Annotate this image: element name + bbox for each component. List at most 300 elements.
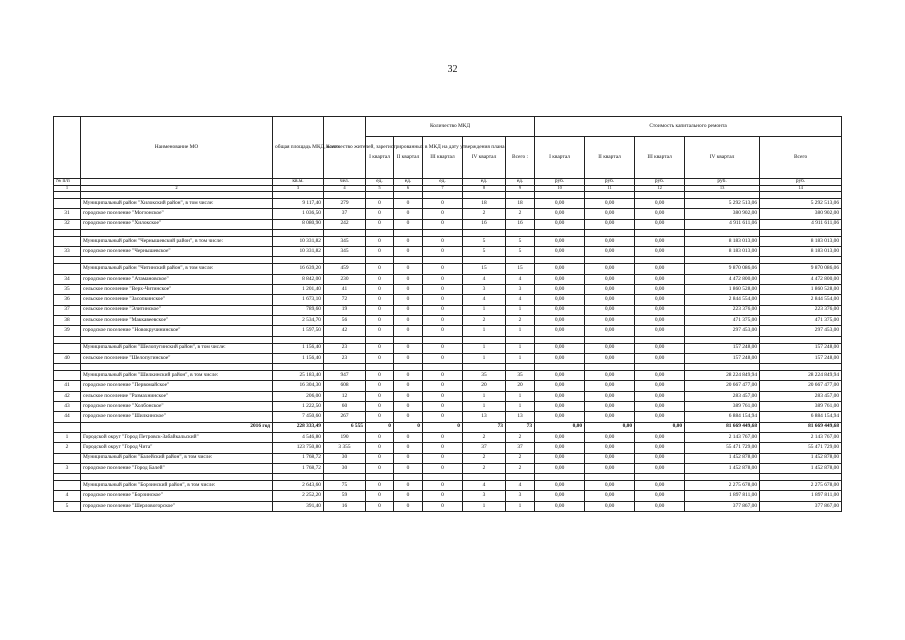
row-mkd-total: 1 <box>506 326 535 336</box>
row-cost-q2: 0,00 <box>585 443 635 453</box>
row-name: Муниципальный район "Балейский район", в том числе: <box>81 453 273 463</box>
spacer-cell <box>394 364 423 371</box>
row-mkd-q2: 0 <box>394 264 423 274</box>
row-residents: 30 <box>324 463 366 473</box>
row-cost-q1: 0,00 <box>535 381 585 391</box>
row-name: Муниципальный район "Шилкинский район", в том числе: <box>81 371 273 381</box>
row-mkd-total: 13 <box>506 412 535 422</box>
row-area: 8 080,90 <box>273 219 324 229</box>
spacer-cell <box>463 229 506 236</box>
row-cost-q3: 0,00 <box>635 285 685 295</box>
row-mkd-q4: 2 <box>463 209 506 219</box>
row-mkd-q2: 0 <box>394 443 423 453</box>
row-cost-q3: 0,00 <box>635 432 685 442</box>
row-mkd-total: 1 <box>506 501 535 511</box>
header-q2: II квартал <box>394 137 423 179</box>
row-cost-q4: 2 143 767,00 <box>685 432 760 442</box>
row-mkd-q4: 4 <box>463 481 506 491</box>
row-name: городское поселение "Могзонское" <box>81 209 273 219</box>
header-cost-total: Всего <box>760 137 842 179</box>
row-cost-q3: 0,00 <box>635 453 685 463</box>
row-number: 35 <box>54 285 81 295</box>
row-cost-q3: 0,00 <box>635 274 685 284</box>
row-cost-q2: 0,00 <box>585 315 635 325</box>
row-mkd-q3: 0 <box>423 491 463 501</box>
row-cost-q2: 0,00 <box>585 481 635 491</box>
spacer-cell <box>54 336 81 343</box>
row-area: 789,60 <box>273 305 324 315</box>
row-area: 10 331,82 <box>273 236 324 246</box>
row-mkd-q2: 0 <box>394 295 423 305</box>
row-cost-q3: 0,00 <box>635 343 685 353</box>
row-mkd-q3: 0 <box>423 463 463 473</box>
row-mkd-q4: 20 <box>463 381 506 391</box>
row-cost-q3: 0,00 <box>635 481 685 491</box>
row-name: городское поселение "Шилкинское" <box>81 412 273 422</box>
row-mkd-q3: 0 <box>423 453 463 463</box>
table-row <box>54 236 842 246</box>
row-mkd-total: 3 <box>506 491 535 501</box>
row-mkd-q3: 0 <box>423 501 463 511</box>
spacer-cell <box>585 192 635 199</box>
unit-cell: чел. <box>324 179 366 186</box>
spacer-cell <box>535 364 585 371</box>
row-mkd-q1: 0 <box>366 481 394 491</box>
spacer-cell <box>635 257 685 264</box>
row-mkd-q1: 0 <box>366 353 394 363</box>
row-cost-q1: 0,00 <box>535 443 585 453</box>
row-mkd-q1: 0 <box>366 371 394 381</box>
row-area: 1 036,50 <box>273 209 324 219</box>
row-mkd-q1: 0 <box>366 315 394 325</box>
row-cost-q4: 157 248,00 <box>685 353 760 363</box>
spacer-row <box>54 257 842 264</box>
row-cost-q1: 0,00 <box>535 463 585 473</box>
row-mkd-q1: 0 <box>366 326 394 336</box>
row-mkd-total: 2 <box>506 432 535 442</box>
header-cost-q3: III квартал <box>635 137 685 179</box>
row-cost-q2: 0,00 <box>585 501 635 511</box>
row-name: сельское поселение "Верх-Читинское" <box>81 285 273 295</box>
spacer-cell <box>760 257 842 264</box>
row-mkd-q4: 2 <box>463 315 506 325</box>
row-name: городское поселение "Борзинское" <box>81 491 273 501</box>
row-mkd-q3: 0 <box>423 295 463 305</box>
row-cost-q3: 0,00 <box>635 209 685 219</box>
table-row <box>54 219 842 229</box>
row-mkd-q3: 0 <box>423 353 463 363</box>
row-cost-q4: 6 884 154,94 <box>685 412 760 422</box>
row-name: городское поселение "Атамановское" <box>81 274 273 284</box>
row-area: 1 156,40 <box>273 343 324 353</box>
spacer-cell <box>423 364 463 371</box>
table-row <box>54 481 842 491</box>
unit-cell: руб. <box>535 179 585 186</box>
unit-cell: ед. <box>463 179 506 186</box>
row-area: 1 768,72 <box>273 453 324 463</box>
table-row <box>54 381 842 391</box>
row-mkd-q3: 0 <box>423 274 463 284</box>
row-cost-q3: 0,00 <box>635 371 685 381</box>
row-cost-q2: 0,00 <box>585 343 635 353</box>
row-cost-q1: 0,00 <box>535 247 585 257</box>
row-residents: 6 555 <box>324 422 366 432</box>
row-mkd-q3: 0 <box>423 443 463 453</box>
index-cell: 12 <box>635 186 685 192</box>
table-row <box>54 443 842 453</box>
row-number: 40 <box>54 353 81 363</box>
row-cost-q1: 0,00 <box>535 402 585 412</box>
row-cost-q1: 0,00 <box>535 391 585 401</box>
row-name: 2016 год <box>81 422 273 432</box>
row-cost-total: 28 224 849,94 <box>760 371 842 381</box>
row-cost-q4: 380 902,00 <box>685 209 760 219</box>
row-mkd-q2: 0 <box>394 274 423 284</box>
index-cell: 8 <box>463 186 506 192</box>
row-number: 39 <box>54 326 81 336</box>
row-residents: 60 <box>324 402 366 412</box>
row-number <box>54 236 81 246</box>
row-cost-q4: 1 452 878,00 <box>685 453 760 463</box>
row-area: 9 117,40 <box>273 199 324 209</box>
row-cost-q4: 283 457,00 <box>685 391 760 401</box>
table-row <box>54 285 842 295</box>
table-row <box>54 453 842 463</box>
row-mkd-q2: 0 <box>394 463 423 473</box>
row-mkd-q2: 0 <box>394 305 423 315</box>
row-mkd-total: 37 <box>506 443 535 453</box>
row-mkd-q4: 35 <box>463 371 506 381</box>
row-residents: 16 <box>324 501 366 511</box>
unit-cell: руб. <box>685 179 760 186</box>
row-cost-q2: 0,00 <box>585 295 635 305</box>
row-number: 37 <box>54 305 81 315</box>
spacer-cell <box>585 474 635 481</box>
spacer-cell <box>685 474 760 481</box>
row-name: сельское поселение "Размахнинское" <box>81 391 273 401</box>
row-name: Муниципальный район "Борзинский район", в том числе: <box>81 481 273 491</box>
spacer-cell <box>635 229 685 236</box>
row-mkd-q3: 0 <box>423 199 463 209</box>
row-name: Муниципальный район "Читинский район", в том числе: <box>81 264 273 274</box>
row-mkd-q4: 5 <box>463 247 506 257</box>
spacer-cell <box>273 192 324 199</box>
row-mkd-q1: 0 <box>366 432 394 442</box>
table-row <box>54 432 842 442</box>
row-mkd-q2: 0 <box>394 412 423 422</box>
spacer-cell <box>423 192 463 199</box>
row-cost-q4: 1 897 811,00 <box>685 491 760 501</box>
header-q4: IV квартал <box>463 137 506 179</box>
row-mkd-q1: 0 <box>366 391 394 401</box>
spacer-cell <box>324 364 366 371</box>
index-cell: 7 <box>423 186 463 192</box>
spacer-cell <box>760 229 842 236</box>
unit-cell: руб. <box>585 179 635 186</box>
row-area: 1 201,40 <box>273 285 324 295</box>
row-mkd-total: 35 <box>506 371 535 381</box>
row-name: городское поселение "Хилокское" <box>81 219 273 229</box>
row-cost-q3: 0,00 <box>635 381 685 391</box>
spacer-cell <box>54 229 81 236</box>
row-mkd-q1: 0 <box>366 295 394 305</box>
spacer-row <box>54 336 842 343</box>
unit-cell: ед. <box>423 179 463 186</box>
index-cell: 9 <box>506 186 535 192</box>
row-cost-q3: 0,00 <box>635 422 685 432</box>
row-cost-q3: 0,00 <box>635 412 685 422</box>
row-mkd-total: 4 <box>506 274 535 284</box>
row-cost-total: 380 902,00 <box>760 209 842 219</box>
table-row <box>54 209 842 219</box>
spacer-cell <box>324 257 366 264</box>
row-cost-total: 2 275 678,00 <box>760 481 842 491</box>
row-cost-q2: 0,00 <box>585 371 635 381</box>
table-row <box>54 264 842 274</box>
row-mkd-q1: 0 <box>366 463 394 473</box>
unit-cell: руб. <box>760 179 842 186</box>
row-cost-q1: 0,00 <box>535 501 585 511</box>
row-cost-total: 20 667 477,00 <box>760 381 842 391</box>
row-mkd-q1: 0 <box>366 343 394 353</box>
table-row <box>54 247 842 257</box>
spacer-cell <box>394 229 423 236</box>
row-mkd-q4: 1 <box>463 391 506 401</box>
index-cell: 2 <box>81 186 273 192</box>
row-number <box>54 453 81 463</box>
spacer-cell <box>81 364 273 371</box>
row-residents: 459 <box>324 264 366 274</box>
row-mkd-q3: 0 <box>423 422 463 432</box>
row-residents: 190 <box>324 432 366 442</box>
row-cost-q4: 9 870 086,06 <box>685 264 760 274</box>
row-mkd-q2: 0 <box>394 353 423 363</box>
row-cost-q2: 0,00 <box>585 432 635 442</box>
row-area: 206,00 <box>273 391 324 401</box>
unit-cell: ед. <box>506 179 535 186</box>
row-mkd-q2: 0 <box>394 326 423 336</box>
row-residents: 345 <box>324 236 366 246</box>
spacer-cell <box>394 336 423 343</box>
row-number: 3 <box>54 463 81 473</box>
row-mkd-q2: 0 <box>394 501 423 511</box>
row-mkd-total: 1 <box>506 402 535 412</box>
row-residents: 23 <box>324 353 366 363</box>
row-cost-q4: 471 375,00 <box>685 315 760 325</box>
header-q3: III квартал <box>423 137 463 179</box>
spacer-cell <box>585 336 635 343</box>
index-cell: 1 <box>54 186 81 192</box>
row-mkd-q2: 0 <box>394 219 423 229</box>
header-mkd-group: Количество МКД <box>366 117 535 137</box>
row-cost-q4: 55 471 729,00 <box>685 443 760 453</box>
row-cost-total: 471 375,00 <box>760 315 842 325</box>
row-number <box>54 481 81 491</box>
row-number: 43 <box>54 402 81 412</box>
row-name: городское поселение "Первомайское" <box>81 381 273 391</box>
header-q1: I квартал <box>366 137 394 179</box>
row-mkd-q4: 2 <box>463 432 506 442</box>
row-mkd-q4: 1 <box>463 402 506 412</box>
row-area: 4 546,80 <box>273 432 324 442</box>
row-cost-total: 1 452 878,00 <box>760 453 842 463</box>
row-mkd-q2: 0 <box>394 209 423 219</box>
spacer-cell <box>685 336 760 343</box>
row-cost-q2: 0,00 <box>585 412 635 422</box>
spacer-cell <box>506 229 535 236</box>
row-cost-q1: 0,00 <box>535 264 585 274</box>
row-mkd-q4: 4 <box>463 274 506 284</box>
row-mkd-q1: 0 <box>366 453 394 463</box>
row-cost-q3: 0,00 <box>635 305 685 315</box>
spacer-cell <box>81 474 273 481</box>
row-mkd-q3: 0 <box>423 402 463 412</box>
index-cell: 4 <box>324 186 366 192</box>
row-mkd-total: 20 <box>506 381 535 391</box>
spacer-cell <box>81 257 273 264</box>
row-residents: 12 <box>324 391 366 401</box>
row-mkd-q1: 0 <box>366 264 394 274</box>
row-number: 5 <box>54 501 81 511</box>
row-mkd-total: 2 <box>506 209 535 219</box>
row-cost-total: 1 860 528,00 <box>760 285 842 295</box>
spacer-cell <box>685 257 760 264</box>
row-cost-total: 157 248,00 <box>760 343 842 353</box>
row-mkd-total: 16 <box>506 219 535 229</box>
row-cost-q2: 0,00 <box>585 199 635 209</box>
row-cost-q4: 1 860 528,00 <box>685 285 760 295</box>
row-name: городское поселение "Шерловогорское" <box>81 501 273 511</box>
row-cost-q2: 0,00 <box>585 463 635 473</box>
spacer-cell <box>54 192 81 199</box>
row-name: Муниципальный район "Хилокский район", в том числе: <box>81 199 273 209</box>
table-row <box>54 402 842 412</box>
spacer-cell <box>273 229 324 236</box>
row-name: Городской округ "Город Чита" <box>81 443 273 453</box>
row-cost-q2: 0,00 <box>585 381 635 391</box>
row-mkd-total: 5 <box>506 236 535 246</box>
row-mkd-q4: 2 <box>463 453 506 463</box>
spacer-cell <box>366 336 394 343</box>
row-mkd-q2: 0 <box>394 285 423 295</box>
row-cost-q1: 0,00 <box>535 353 585 363</box>
row-cost-q3: 0,00 <box>635 491 685 501</box>
row-cost-total: 2 143 767,00 <box>760 432 842 442</box>
row-residents: 267 <box>324 412 366 422</box>
row-cost-total: 223 376,00 <box>760 305 842 315</box>
page-number: 32 <box>447 64 458 75</box>
row-residents: 230 <box>324 274 366 284</box>
spacer-cell <box>635 474 685 481</box>
table-row <box>54 326 842 336</box>
row-residents: 947 <box>324 371 366 381</box>
spacer-cell <box>760 192 842 199</box>
spacer-cell <box>506 364 535 371</box>
header-cost-q1: I квартал <box>535 137 585 179</box>
row-cost-q4: 223 376,00 <box>685 305 760 315</box>
unit-cell: ед. <box>394 179 423 186</box>
spacer-cell <box>585 364 635 371</box>
row-mkd-q1: 0 <box>366 199 394 209</box>
spacer-cell <box>506 336 535 343</box>
row-mkd-q2: 0 <box>394 432 423 442</box>
row-residents: 59 <box>324 491 366 501</box>
row-area: 1 673,10 <box>273 295 324 305</box>
unit-cell: ед. <box>366 179 394 186</box>
table-row <box>54 501 842 511</box>
row-cost-q2: 0,00 <box>585 326 635 336</box>
row-cost-q3: 0,00 <box>635 295 685 305</box>
table-row <box>54 295 842 305</box>
row-mkd-q3: 0 <box>423 305 463 315</box>
spacer-cell <box>463 192 506 199</box>
row-cost-total: 81 669 449,68 <box>760 422 842 432</box>
row-cost-q1: 0,00 <box>535 491 585 501</box>
row-cost-total: 5 292 513,06 <box>760 199 842 209</box>
row-number <box>54 343 81 353</box>
row-mkd-q4: 5 <box>463 236 506 246</box>
header-name: Наименование МО <box>81 117 273 179</box>
row-mkd-q1: 0 <box>366 443 394 453</box>
header-cost-group: Стоимость капитального ремонта <box>535 117 842 137</box>
spacer-cell <box>463 474 506 481</box>
row-cost-q4: 389 761,00 <box>685 402 760 412</box>
row-mkd-q3: 0 <box>423 432 463 442</box>
repair-plan-table <box>53 116 842 512</box>
row-cost-total: 389 761,00 <box>760 402 842 412</box>
row-mkd-q3: 0 <box>423 285 463 295</box>
spacer-cell <box>324 229 366 236</box>
row-mkd-total: 2 <box>506 463 535 473</box>
row-area: 1 156,40 <box>273 353 324 363</box>
row-mkd-q1: 0 <box>366 402 394 412</box>
row-cost-q2: 0,00 <box>585 353 635 363</box>
table-row <box>54 353 842 363</box>
row-mkd-q2: 0 <box>394 391 423 401</box>
row-cost-q2: 0,00 <box>585 285 635 295</box>
row-mkd-q1: 0 <box>366 305 394 315</box>
row-cost-total: 4 472 800,00 <box>760 274 842 284</box>
unit-cell: руб. <box>635 179 685 186</box>
row-residents: 608 <box>324 381 366 391</box>
row-mkd-q3: 0 <box>423 481 463 491</box>
spacer-cell <box>423 336 463 343</box>
row-mkd-total: 1 <box>506 305 535 315</box>
index-cell: 5 <box>366 186 394 192</box>
row-number: 38 <box>54 315 81 325</box>
spacer-cell <box>760 336 842 343</box>
row-number: 1 <box>54 432 81 442</box>
row-name: Муниципальный район "Чернышевский район", в том числе: <box>81 236 273 246</box>
row-mkd-q1: 0 <box>366 381 394 391</box>
row-residents: 345 <box>324 247 366 257</box>
row-area: 10 331,82 <box>273 247 324 257</box>
row-cost-total: 9 870 086,06 <box>760 264 842 274</box>
row-number: 36 <box>54 295 81 305</box>
index-cell: 13 <box>685 186 760 192</box>
row-mkd-q1: 0 <box>366 422 394 432</box>
row-number <box>54 422 81 432</box>
table-row <box>54 305 842 315</box>
row-name: городское поселение "Город Балей" <box>81 463 273 473</box>
row-mkd-q4: 1 <box>463 326 506 336</box>
row-number <box>54 264 81 274</box>
row-cost-q4: 2 275 678,00 <box>685 481 760 491</box>
row-cost-q3: 0,00 <box>635 326 685 336</box>
row-mkd-q1: 0 <box>366 285 394 295</box>
row-cost-q1: 0,00 <box>535 199 585 209</box>
header-cost-q4: IV квартал <box>685 137 760 179</box>
